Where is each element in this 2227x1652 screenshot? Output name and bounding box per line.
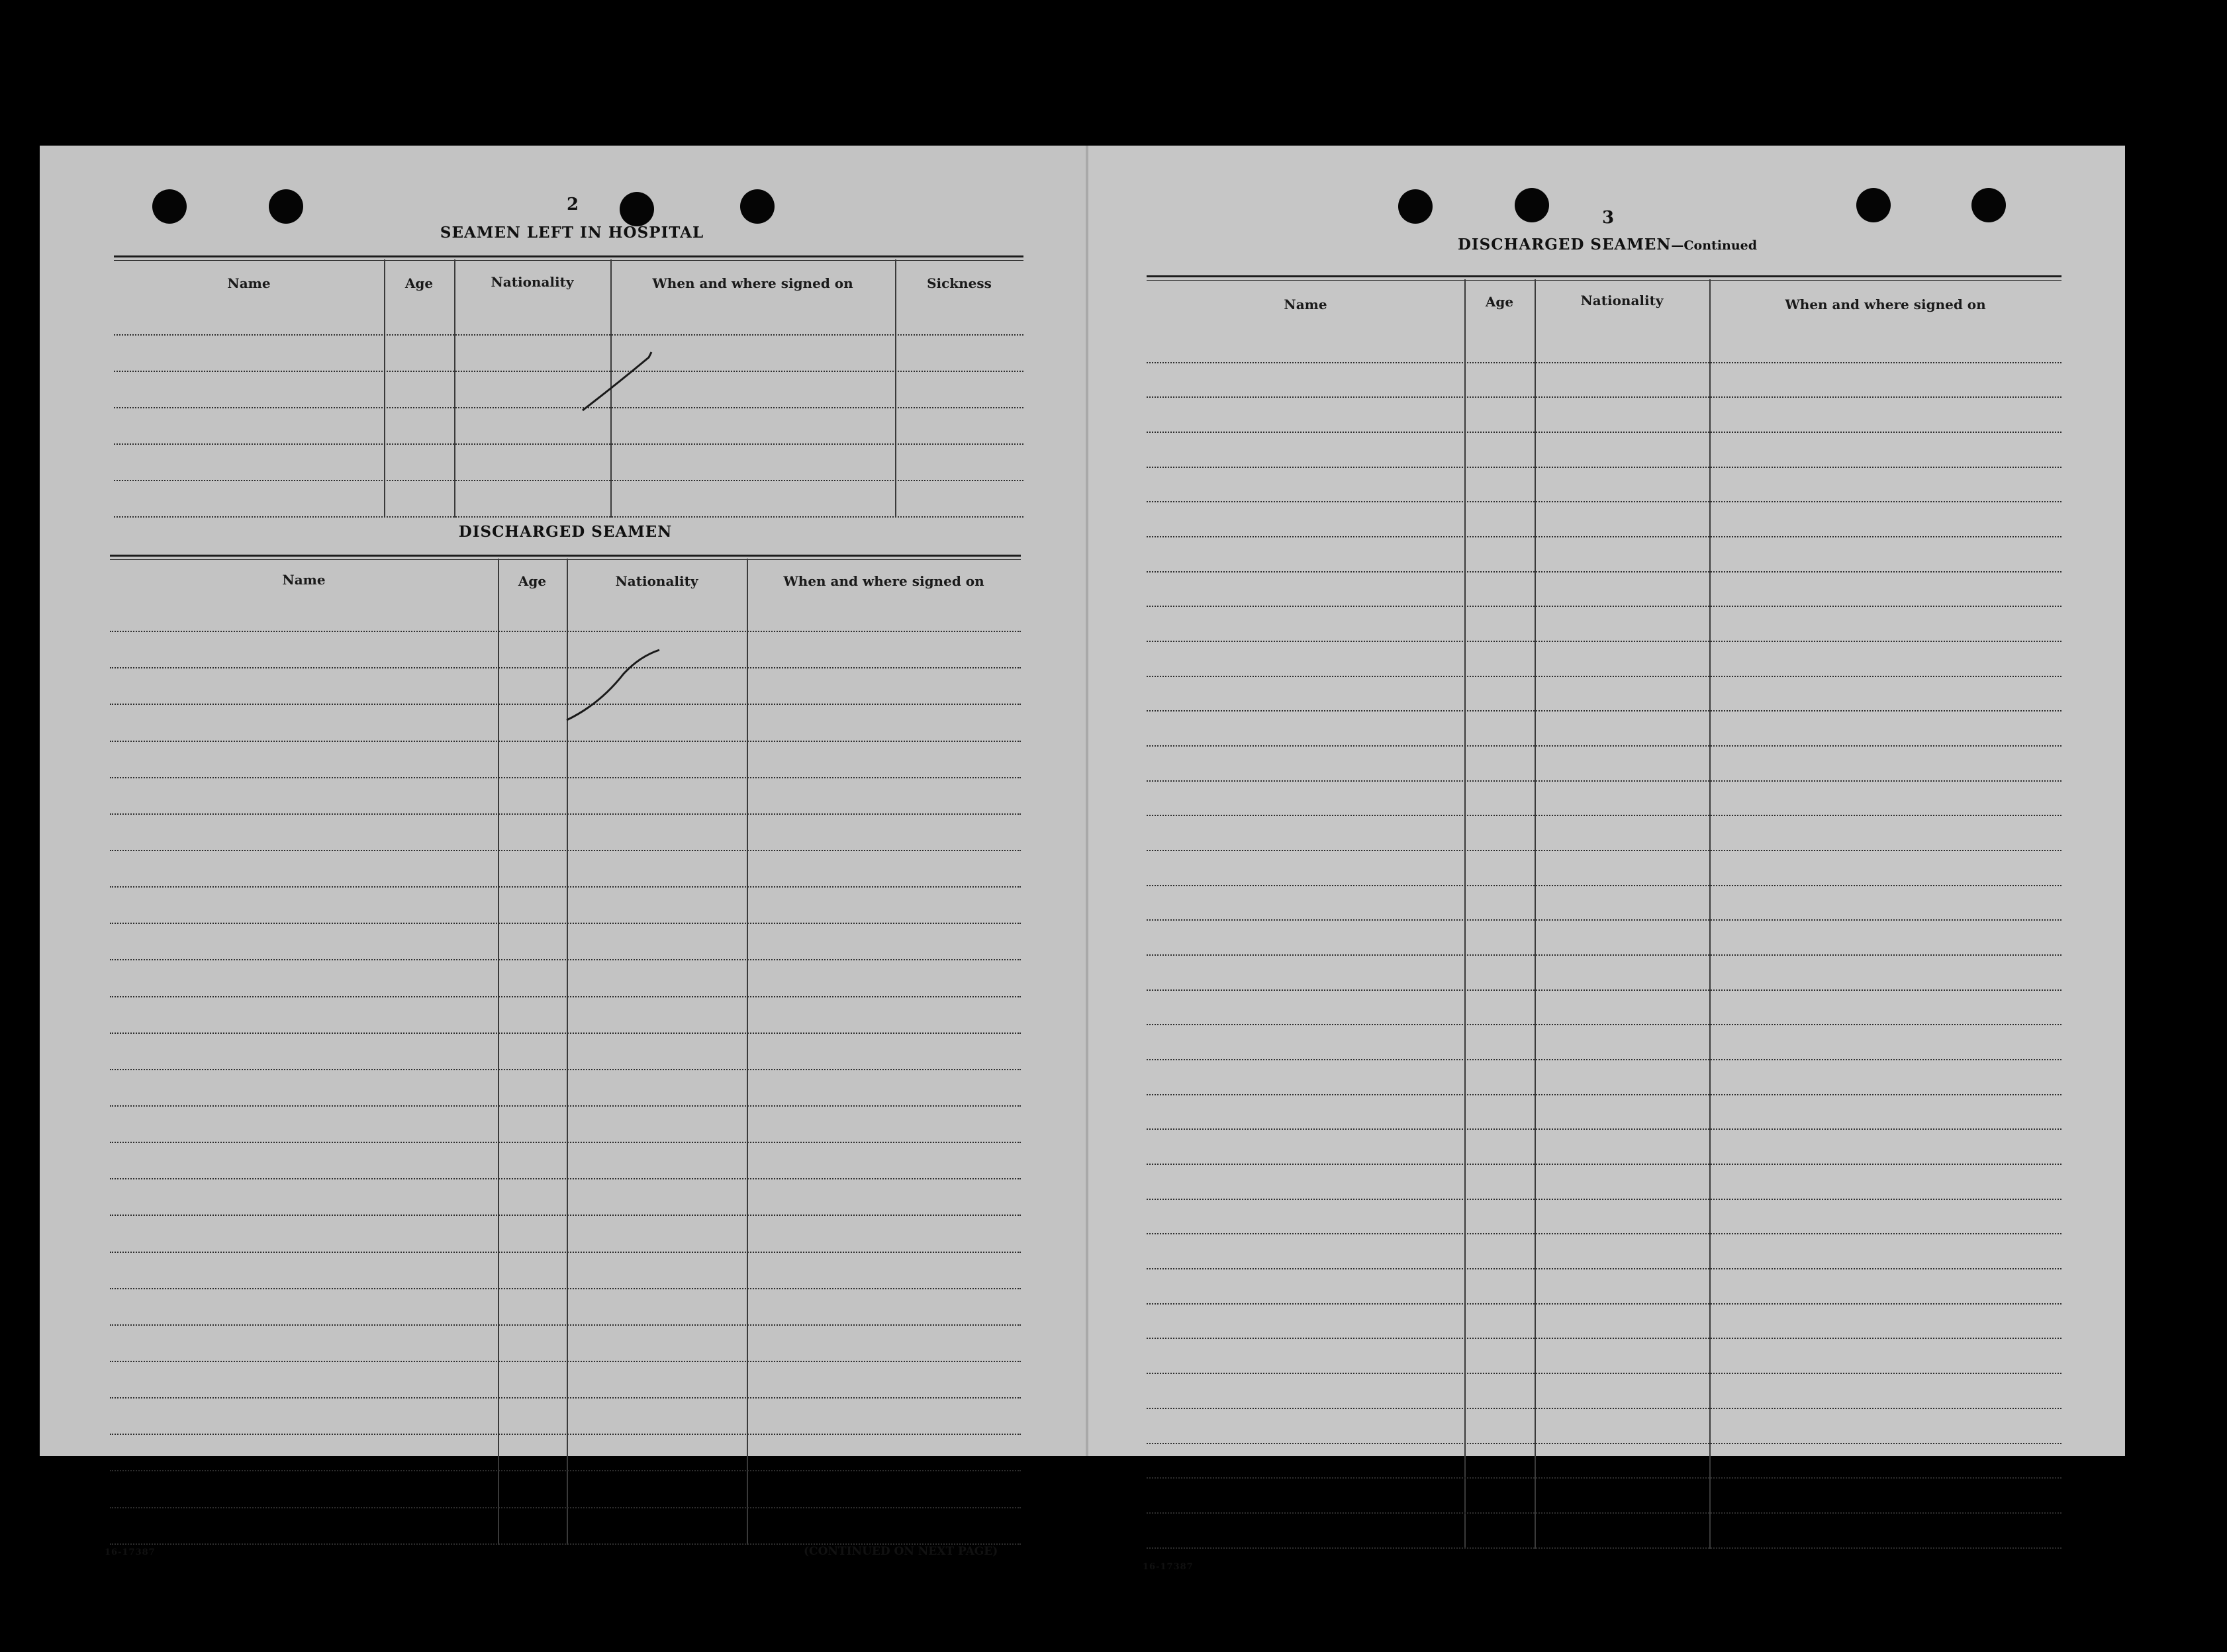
table-row [110,1508,1021,1545]
table-row [1147,328,2061,363]
table-row [1147,1269,2061,1305]
table-row [110,924,1021,960]
table-row [110,1070,1021,1107]
table-row [110,778,1021,815]
table-row [1147,747,2061,782]
column-header: When and where signed on [783,573,984,589]
table-row [1147,1130,2061,1165]
table-row [110,1362,1021,1399]
table-row [1147,1025,2061,1060]
table-row [1147,1305,2061,1340]
table-row [1147,851,2061,886]
table-row [1147,1060,2061,1095]
table-row [1147,398,2061,433]
column-header: Age [518,573,547,589]
table-row [110,1471,1021,1508]
table-row [1147,607,2061,642]
column-header: When and where signed on [652,275,853,291]
pen-mark [560,641,666,727]
discharged-table [110,555,1021,1545]
table-row [110,1253,1021,1289]
pen-mark [577,342,657,414]
table-row [1147,782,2061,817]
table-row [1147,502,2061,537]
discharged-table-continued [1147,275,2061,1549]
column-header: Name [227,275,271,291]
table-rows [110,596,1021,1545]
table-row [1147,816,2061,851]
section-title [1458,236,1757,253]
table-row [1147,991,2061,1026]
table-row [110,1326,1021,1362]
table-rows [114,299,1023,518]
continued-note: (CONTINUED ON NEXT PAGE) [804,1545,998,1558]
table-row [1147,1339,2061,1374]
punch-hole [620,192,654,226]
punch-hole [1856,188,1891,222]
section-title-suffix: —Continued [1671,238,1758,253]
column-header: Nationality [491,274,574,290]
table-row [1147,363,2061,398]
hospital-table [114,255,1023,518]
page-number: 3 [1602,208,1615,228]
punch-hole [1971,188,2006,222]
table-row [110,1143,1021,1179]
table-top-rule [114,255,1023,257]
table-row [110,960,1021,997]
punch-hole [1398,189,1433,224]
punch-hole [740,189,775,224]
table-row [1147,956,2061,991]
column-header: Nationality [1580,293,1664,308]
punch-hole [1515,188,1549,222]
table-row [1147,573,2061,608]
table-row [110,1289,1021,1326]
table-row [110,1107,1021,1143]
column-header: Nationality [615,573,698,589]
column-header: Age [404,275,434,291]
table-row [110,1399,1021,1435]
column-header: Age [1485,294,1514,310]
table-row [110,1435,1021,1471]
table-row [1147,886,2061,921]
table-rows [1147,328,2061,1549]
table-row [1147,433,2061,468]
page-number: 2 [567,195,579,214]
punch-hole [269,189,303,224]
punch-hole [152,189,187,224]
table-row [1147,1200,2061,1235]
table-row [110,742,1021,778]
table-row [110,815,1021,851]
section-title: DISCHARGED SEAMEN [458,523,673,541]
table-row [114,336,1023,372]
table-row [114,372,1023,408]
table-top-rule [114,260,1023,261]
table-top-rule [110,559,1021,560]
table-top-rule [110,555,1021,557]
table-row [1147,1479,2061,1514]
column-header: When and where signed on [1785,297,1986,312]
table-row [1147,468,2061,503]
section-title-text: DISCHARGED SEAMEN [1457,236,1672,253]
table-top-rule [1147,280,2061,281]
table-row [110,1216,1021,1252]
table-row [110,596,1021,632]
table-top-rule [1147,275,2061,277]
table-row [114,481,1023,518]
table-row [1147,921,2061,956]
table-row [1147,1095,2061,1130]
right-page [1088,146,2125,1572]
table-row [1147,1409,2061,1444]
column-header: Name [282,572,326,588]
form-number: 16-17387 [105,1547,156,1557]
table-row [110,1034,1021,1070]
form-number: 16-17387 [1143,1562,1194,1572]
table-row [1147,537,2061,573]
column-header: Name [1284,297,1327,312]
table-row [1147,711,2061,747]
table-row [114,408,1023,445]
table-row [1147,1234,2061,1269]
table-row [114,445,1023,481]
left-page [40,146,1092,1558]
table-row [110,997,1021,1034]
table-row [1147,642,2061,677]
table-row [110,851,1021,888]
column-header: Sickness [927,275,992,291]
table-row [1147,677,2061,712]
table-row [114,299,1023,336]
table-row [1147,1165,2061,1200]
section-title: SEAMEN LEFT IN HOSPITAL [440,224,704,242]
table-row [1147,1374,2061,1409]
table-row [1147,1444,2061,1479]
table-row [110,1179,1021,1216]
table-row [1147,1514,2061,1549]
table-row [110,888,1021,924]
